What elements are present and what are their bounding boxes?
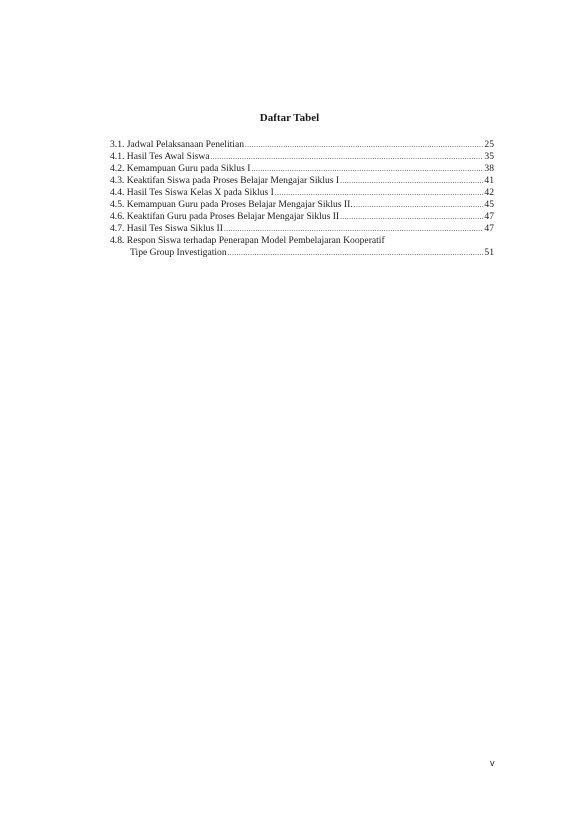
toc-entry [110,175,494,187]
toc-entry [110,139,494,151]
toc-entry-page: 47 [484,223,494,234]
dot-leader [251,163,483,175]
toc-entry [110,151,494,163]
toc-entry [110,199,494,211]
dot-leader [275,187,484,199]
toc-entry-title: 4.1. Hasil Tes Awal Siswa [110,151,210,162]
toc-entry [110,235,494,247]
toc-entry-page: 42 [484,187,494,198]
page-title: Daftar Tabel [259,112,320,124]
table-of-contents [110,139,494,259]
toc-entry-page: 35 [484,151,494,162]
page-number: v [490,758,495,768]
dot-leader [354,199,484,211]
dot-leader [224,223,483,235]
toc-entry [110,211,494,223]
toc-entry-page: 45 [484,199,494,210]
toc-entry-title: 4.8. Respon Siswa terhadap Penerapan Model Pembelajaran Kooperatif [110,235,385,246]
dot-leader [340,211,483,223]
toc-entry-page: 25 [484,139,494,150]
toc-entry [110,187,494,199]
toc-entry-title: 4.6. Keaktifan Guru pada Proses Belajar Mengajar Siklus II [110,211,340,222]
toc-entry-title: 4.5. Kemampuan Guru pada Proses Belajar Mengajar Siklus II. [110,199,353,210]
dot-leader [211,151,484,163]
toc-entry-title: 4.2. Kemampuan Guru pada Siklus I [110,163,251,174]
dot-leader [245,139,483,151]
toc-entry-page: 38 [484,163,494,174]
toc-entry-title: 4.3. Keaktifan Siswa pada Proses Belajar Mengajar Siklus I [110,175,340,186]
toc-entry-continuation [110,247,494,259]
toc-entry-title: 4.4. Hasil Tes Siswa Kelas X pada Siklus I [110,187,274,198]
dot-leader [228,247,484,259]
toc-entry-page: 41 [484,175,494,186]
toc-entry-page: 47 [484,211,494,222]
toc-entry-title: 3.1. Jadwal Pelaksanaan Penelitian [110,139,245,150]
dot-leader [340,175,483,187]
toc-entry [110,163,494,175]
toc-entry-title-continued: Tipe Group Investigation [130,247,227,258]
toc-entry-title: 4.7. Hasil Tes Siswa Siklus II [110,223,223,234]
toc-entry-page: 51 [484,247,494,258]
toc-entry [110,223,494,235]
